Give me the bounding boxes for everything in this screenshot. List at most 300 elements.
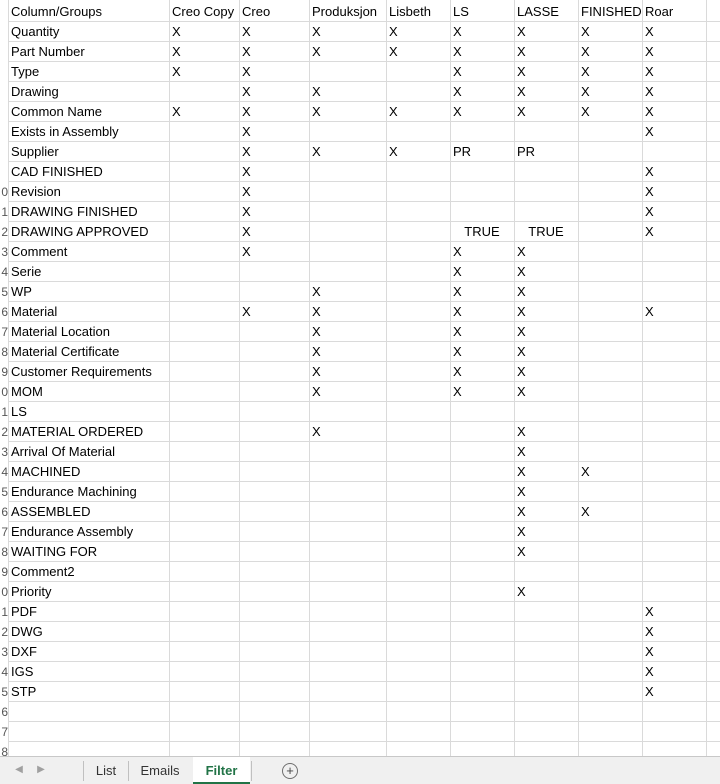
cell-creo-copy[interactable]: X bbox=[172, 24, 181, 39]
cell-produksjon[interactable] bbox=[309, 222, 386, 242]
cell-lasse[interactable] bbox=[514, 162, 578, 182]
cell-creo[interactable] bbox=[239, 442, 309, 462]
cell-lisbeth[interactable] bbox=[386, 222, 450, 242]
empty-cell[interactable] bbox=[386, 742, 450, 756]
cell-produksjon[interactable]: X bbox=[312, 284, 321, 299]
cell-roar[interactable] bbox=[642, 462, 706, 482]
cell-creo-copy[interactable] bbox=[169, 662, 239, 682]
cell-ls[interactable] bbox=[450, 682, 514, 702]
cell-produksjon[interactable] bbox=[309, 202, 386, 222]
cell-lasse[interactable]: X bbox=[517, 284, 526, 299]
cell-roar[interactable]: X bbox=[645, 644, 654, 659]
row-number[interactable]: 8 bbox=[1, 345, 8, 359]
cell-creo[interactable] bbox=[239, 682, 309, 702]
cell-finished[interactable] bbox=[578, 682, 642, 702]
empty-cell[interactable] bbox=[8, 722, 169, 742]
cell-produksjon[interactable] bbox=[309, 662, 386, 682]
cell-produksjon[interactable] bbox=[309, 402, 386, 422]
cell-finished[interactable]: X bbox=[581, 84, 590, 99]
cell-finished[interactable] bbox=[578, 242, 642, 262]
cell-lisbeth[interactable] bbox=[386, 62, 450, 82]
row-number[interactable]: 3 bbox=[1, 245, 8, 259]
row-number[interactable]: 7 bbox=[1, 325, 8, 339]
cell-lisbeth[interactable] bbox=[386, 302, 450, 322]
header-cell-finished[interactable]: FINISHED bbox=[581, 4, 642, 19]
row-number[interactable]: 8 bbox=[1, 545, 8, 559]
row-label-cell[interactable]: Material bbox=[11, 304, 58, 319]
row-label-cell[interactable]: Supplier bbox=[11, 144, 59, 159]
cell-produksjon[interactable] bbox=[309, 162, 386, 182]
cell-finished[interactable] bbox=[578, 282, 642, 302]
empty-cell[interactable] bbox=[169, 742, 239, 756]
cell-ls[interactable]: X bbox=[453, 84, 462, 99]
cell-lasse[interactable] bbox=[514, 182, 578, 202]
cell-lisbeth[interactable] bbox=[386, 262, 450, 282]
cell-finished[interactable] bbox=[578, 482, 642, 502]
cell-finished[interactable] bbox=[578, 382, 642, 402]
cell-lasse[interactable]: X bbox=[517, 104, 526, 119]
cell-lisbeth[interactable] bbox=[386, 602, 450, 622]
cell-produksjon[interactable]: X bbox=[312, 364, 321, 379]
empty-cell[interactable] bbox=[309, 702, 386, 722]
header-cell-lasse[interactable]: LASSE bbox=[517, 4, 559, 19]
cell-creo-copy[interactable] bbox=[169, 622, 239, 642]
cell-creo-copy[interactable] bbox=[169, 602, 239, 622]
cell-roar[interactable] bbox=[642, 542, 706, 562]
cell-ls[interactable]: PR bbox=[453, 144, 472, 159]
cell-lasse[interactable]: X bbox=[517, 444, 526, 459]
cell-ls[interactable] bbox=[450, 662, 514, 682]
cell-lisbeth[interactable] bbox=[386, 162, 450, 182]
cell-creo-copy[interactable] bbox=[169, 122, 239, 142]
cell-roar[interactable]: X bbox=[645, 224, 654, 239]
cell-ls[interactable]: X bbox=[453, 44, 462, 59]
cell-produksjon[interactable]: X bbox=[312, 304, 321, 319]
row-number[interactable]: 5 bbox=[1, 685, 8, 699]
cell-lasse[interactable] bbox=[514, 122, 578, 142]
empty-cell[interactable] bbox=[514, 742, 578, 756]
cell-ls[interactable]: X bbox=[453, 64, 462, 79]
row-number[interactable]: 1 bbox=[1, 205, 8, 219]
cell-creo[interactable] bbox=[239, 382, 309, 402]
cell-lisbeth[interactable] bbox=[386, 542, 450, 562]
cell-lasse[interactable]: X bbox=[517, 304, 526, 319]
cell-produksjon[interactable]: X bbox=[312, 384, 321, 399]
row-label-cell[interactable]: Type bbox=[11, 64, 40, 79]
cell-creo-copy[interactable] bbox=[169, 162, 239, 182]
cell-produksjon[interactable] bbox=[309, 442, 386, 462]
cell-ls[interactable] bbox=[450, 562, 514, 582]
cell-finished[interactable]: X bbox=[581, 64, 590, 79]
cell-finished[interactable] bbox=[578, 182, 642, 202]
cell-finished[interactable] bbox=[578, 542, 642, 562]
cell-finished[interactable] bbox=[578, 142, 642, 162]
cell-lisbeth[interactable] bbox=[386, 182, 450, 202]
cell-creo[interactable] bbox=[239, 542, 309, 562]
empty-cell[interactable] bbox=[578, 722, 642, 742]
cell-creo[interactable] bbox=[239, 522, 309, 542]
row-number[interactable] bbox=[0, 42, 8, 62]
cell-lisbeth[interactable] bbox=[386, 342, 450, 362]
cell-roar[interactable] bbox=[642, 522, 706, 542]
cell-lasse[interactable] bbox=[514, 402, 578, 422]
next-sheet-icon[interactable]: ▶ bbox=[37, 764, 45, 775]
cell-finished[interactable] bbox=[578, 642, 642, 662]
cell-produksjon[interactable] bbox=[309, 122, 386, 142]
cell-ls[interactable] bbox=[450, 122, 514, 142]
header-cell-roar[interactable]: Roar bbox=[645, 4, 674, 19]
cell-creo[interactable]: X bbox=[242, 84, 251, 99]
row-number[interactable]: 2 bbox=[1, 625, 8, 639]
cell-ls[interactable] bbox=[450, 522, 514, 542]
empty-cell[interactable] bbox=[642, 742, 706, 756]
cell-finished[interactable] bbox=[578, 662, 642, 682]
cell-lisbeth[interactable] bbox=[386, 382, 450, 402]
row-number[interactable] bbox=[0, 22, 8, 42]
cell-ls[interactable] bbox=[450, 502, 514, 522]
cell-creo-copy[interactable] bbox=[169, 282, 239, 302]
row-number[interactable]: 8 bbox=[1, 745, 8, 756]
row-number[interactable] bbox=[0, 162, 8, 182]
row-label-cell[interactable]: Priority bbox=[11, 584, 52, 599]
cell-creo-copy[interactable] bbox=[169, 562, 239, 582]
cell-finished[interactable] bbox=[578, 562, 642, 582]
cell-creo-copy[interactable] bbox=[169, 422, 239, 442]
row-number[interactable]: 0 bbox=[1, 185, 8, 199]
cell-lasse[interactable]: X bbox=[517, 344, 526, 359]
row-label-cell[interactable]: Customer Requirements bbox=[11, 364, 152, 379]
cell-roar[interactable] bbox=[642, 242, 706, 262]
cell-finished[interactable]: X bbox=[581, 104, 590, 119]
cell-lisbeth[interactable] bbox=[386, 82, 450, 102]
cell-creo-copy[interactable] bbox=[169, 182, 239, 202]
cell-ls[interactable]: X bbox=[453, 264, 462, 279]
cell-creo-copy[interactable] bbox=[169, 402, 239, 422]
cell-produksjon[interactable] bbox=[309, 262, 386, 282]
cell-creo[interactable] bbox=[239, 402, 309, 422]
cell-creo[interactable] bbox=[239, 322, 309, 342]
empty-cell[interactable] bbox=[8, 742, 169, 756]
cell-creo-copy[interactable] bbox=[169, 142, 239, 162]
header-cell-creo[interactable]: Creo bbox=[242, 4, 271, 19]
row-number[interactable] bbox=[0, 82, 8, 102]
cell-finished[interactable] bbox=[578, 222, 642, 242]
cell-ls[interactable]: X bbox=[453, 284, 462, 299]
cell-lisbeth[interactable] bbox=[386, 322, 450, 342]
cell-lasse[interactable]: X bbox=[517, 484, 526, 499]
cell-ls[interactable] bbox=[450, 462, 514, 482]
cell-lisbeth[interactable] bbox=[386, 642, 450, 662]
cell-lisbeth[interactable] bbox=[386, 282, 450, 302]
cell-lisbeth[interactable]: X bbox=[389, 24, 398, 39]
cell-finished[interactable] bbox=[578, 522, 642, 542]
row-number[interactable] bbox=[0, 62, 8, 82]
row-number[interactable]: 3 bbox=[1, 445, 8, 459]
cell-produksjon[interactable] bbox=[309, 562, 386, 582]
cell-produksjon[interactable]: X bbox=[312, 44, 321, 59]
cell-creo-copy[interactable] bbox=[169, 242, 239, 262]
cell-ls[interactable] bbox=[450, 162, 514, 182]
cell-creo-copy[interactable] bbox=[169, 322, 239, 342]
row-number[interactable]: 0 bbox=[1, 585, 8, 599]
cell-creo-copy[interactable] bbox=[169, 382, 239, 402]
cell-roar[interactable]: X bbox=[645, 44, 654, 59]
row-number[interactable]: 2 bbox=[1, 425, 8, 439]
row-number[interactable]: 1 bbox=[1, 605, 8, 619]
cell-lisbeth[interactable] bbox=[386, 442, 450, 462]
cell-roar[interactable] bbox=[642, 142, 706, 162]
cell-lisbeth[interactable]: X bbox=[389, 104, 398, 119]
cell-ls[interactable]: X bbox=[453, 104, 462, 119]
cell-finished[interactable]: X bbox=[581, 24, 590, 39]
cell-roar[interactable]: X bbox=[645, 624, 654, 639]
cell-creo-copy[interactable] bbox=[169, 302, 239, 322]
row-number[interactable] bbox=[0, 122, 8, 142]
cell-lasse[interactable]: X bbox=[517, 64, 526, 79]
cell-roar[interactable]: X bbox=[645, 684, 654, 699]
cell-creo-copy[interactable] bbox=[169, 502, 239, 522]
empty-cell[interactable] bbox=[578, 742, 642, 756]
empty-cell[interactable] bbox=[8, 702, 169, 722]
empty-cell[interactable] bbox=[450, 702, 514, 722]
cell-lisbeth[interactable] bbox=[386, 362, 450, 382]
cell-produksjon[interactable] bbox=[309, 242, 386, 262]
row-number[interactable] bbox=[0, 142, 8, 162]
cell-creo-copy[interactable] bbox=[169, 362, 239, 382]
cell-finished[interactable] bbox=[578, 442, 642, 462]
cell-lisbeth[interactable] bbox=[386, 502, 450, 522]
cell-lasse[interactable]: X bbox=[517, 544, 526, 559]
cell-creo-copy[interactable] bbox=[169, 582, 239, 602]
cell-roar[interactable]: X bbox=[645, 204, 654, 219]
cell-produksjon[interactable]: X bbox=[312, 84, 321, 99]
add-sheet-icon[interactable]: + bbox=[282, 763, 298, 779]
cell-lisbeth[interactable] bbox=[386, 422, 450, 442]
empty-cell[interactable] bbox=[169, 702, 239, 722]
cell-creo[interactable] bbox=[239, 662, 309, 682]
cell-finished[interactable] bbox=[578, 622, 642, 642]
cell-finished[interactable] bbox=[578, 362, 642, 382]
cell-creo[interactable]: X bbox=[242, 224, 251, 239]
cell-creo[interactable]: X bbox=[242, 144, 251, 159]
row-label-cell[interactable]: Quantity bbox=[11, 24, 60, 39]
row-number[interactable]: 2 bbox=[1, 225, 8, 239]
cell-produksjon[interactable] bbox=[309, 602, 386, 622]
cell-roar[interactable]: X bbox=[645, 604, 654, 619]
cell-roar[interactable] bbox=[642, 342, 706, 362]
cell-lisbeth[interactable] bbox=[386, 462, 450, 482]
row-label-cell[interactable]: MOM bbox=[11, 384, 43, 399]
header-cell-label[interactable]: Column/Groups bbox=[11, 4, 103, 19]
row-label-cell[interactable]: CAD FINISHED bbox=[11, 164, 103, 179]
cell-ls[interactable] bbox=[450, 602, 514, 622]
row-number[interactable]: 4 bbox=[1, 265, 8, 279]
cell-creo[interactable]: X bbox=[242, 64, 251, 79]
cell-lasse[interactable]: X bbox=[517, 244, 526, 259]
row-number[interactable]: 9 bbox=[1, 565, 8, 579]
cell-roar[interactable] bbox=[642, 442, 706, 462]
header-cell-creo-copy[interactable]: Creo Copy bbox=[172, 4, 235, 19]
cell-roar[interactable] bbox=[642, 362, 706, 382]
row-label-cell[interactable]: Endurance Assembly bbox=[11, 524, 134, 539]
cell-ls[interactable]: X bbox=[453, 344, 462, 359]
row-label-cell[interactable]: Exists in Assembly bbox=[11, 124, 119, 139]
cell-lasse[interactable]: X bbox=[517, 84, 526, 99]
cell-ls[interactable]: TRUE bbox=[464, 224, 500, 239]
cell-creo[interactable] bbox=[239, 362, 309, 382]
row-label-cell[interactable]: Serie bbox=[11, 264, 42, 279]
cell-ls[interactable] bbox=[450, 542, 514, 562]
cell-produksjon[interactable] bbox=[309, 502, 386, 522]
cell-roar[interactable] bbox=[642, 502, 706, 522]
prev-sheet-icon[interactable]: ◀ bbox=[15, 764, 23, 775]
cell-lasse[interactable] bbox=[514, 642, 578, 662]
cell-ls[interactable]: X bbox=[453, 384, 462, 399]
cell-lisbeth[interactable] bbox=[386, 562, 450, 582]
row-number[interactable] bbox=[0, 102, 8, 122]
cell-ls[interactable] bbox=[450, 482, 514, 502]
cell-ls[interactable] bbox=[450, 642, 514, 662]
cell-creo[interactable] bbox=[239, 422, 309, 442]
cell-creo-copy[interactable] bbox=[169, 82, 239, 102]
cell-produksjon[interactable] bbox=[309, 582, 386, 602]
row-number[interactable]: 3 bbox=[1, 645, 8, 659]
empty-cell[interactable] bbox=[578, 702, 642, 722]
row-label-cell[interactable]: MACHINED bbox=[11, 464, 81, 479]
cell-produksjon[interactable]: X bbox=[312, 104, 321, 119]
cell-lasse[interactable]: X bbox=[517, 384, 526, 399]
cell-lisbeth[interactable] bbox=[386, 482, 450, 502]
row-number[interactable]: 5 bbox=[1, 485, 8, 499]
cell-roar[interactable]: X bbox=[645, 84, 654, 99]
empty-cell[interactable] bbox=[239, 742, 309, 756]
cell-lisbeth[interactable] bbox=[386, 622, 450, 642]
cell-creo[interactable]: X bbox=[242, 24, 251, 39]
cell-produksjon[interactable] bbox=[309, 462, 386, 482]
cell-finished[interactable]: X bbox=[581, 504, 590, 519]
cell-creo-copy[interactable] bbox=[169, 262, 239, 282]
tab-list[interactable]: List bbox=[95, 763, 117, 778]
cell-ls[interactable]: X bbox=[453, 364, 462, 379]
cell-creo-copy[interactable]: X bbox=[172, 64, 181, 79]
cell-finished[interactable] bbox=[578, 202, 642, 222]
cell-lisbeth[interactable] bbox=[386, 122, 450, 142]
empty-cell[interactable] bbox=[642, 702, 706, 722]
cell-creo[interactable]: X bbox=[242, 44, 251, 59]
header-cell-produksjon[interactable]: Produksjon bbox=[312, 4, 378, 19]
cell-produksjon[interactable]: X bbox=[312, 344, 321, 359]
cell-lisbeth[interactable] bbox=[386, 662, 450, 682]
row-number[interactable] bbox=[0, 2, 8, 22]
cell-creo[interactable] bbox=[239, 482, 309, 502]
row-label-cell[interactable]: WAITING FOR bbox=[11, 544, 98, 559]
row-label-cell[interactable]: Comment2 bbox=[11, 564, 75, 579]
cell-creo[interactable]: X bbox=[242, 304, 251, 319]
cell-lisbeth[interactable] bbox=[386, 582, 450, 602]
cell-creo[interactable] bbox=[239, 462, 309, 482]
cell-roar[interactable]: X bbox=[645, 124, 654, 139]
empty-cell[interactable] bbox=[514, 722, 578, 742]
tab-filter[interactable]: Filter bbox=[193, 757, 250, 784]
cell-finished[interactable] bbox=[578, 602, 642, 622]
cell-creo-copy[interactable] bbox=[169, 442, 239, 462]
cell-ls[interactable]: X bbox=[453, 324, 462, 339]
cell-finished[interactable] bbox=[578, 122, 642, 142]
empty-cell[interactable] bbox=[642, 722, 706, 742]
cell-ls[interactable] bbox=[450, 202, 514, 222]
cell-produksjon[interactable] bbox=[309, 182, 386, 202]
cell-creo-copy[interactable]: X bbox=[172, 44, 181, 59]
cell-produksjon[interactable] bbox=[309, 522, 386, 542]
cell-lasse[interactable] bbox=[514, 202, 578, 222]
tab-emails[interactable]: Emails bbox=[140, 763, 180, 778]
cell-creo[interactable]: X bbox=[242, 244, 251, 259]
row-label-cell[interactable]: ASSEMBLED bbox=[11, 504, 91, 519]
cell-produksjon[interactable]: X bbox=[312, 424, 321, 439]
cell-finished[interactable]: X bbox=[581, 464, 590, 479]
cell-creo[interactable] bbox=[239, 602, 309, 622]
cell-roar[interactable]: X bbox=[645, 664, 654, 679]
row-label-cell[interactable]: Revision bbox=[11, 184, 61, 199]
row-label-cell[interactable]: PDF bbox=[11, 604, 37, 619]
cell-ls[interactable] bbox=[450, 442, 514, 462]
row-number[interactable]: 4 bbox=[1, 665, 8, 679]
cell-lasse[interactable]: X bbox=[517, 264, 526, 279]
cell-ls[interactable] bbox=[450, 582, 514, 602]
cell-roar[interactable]: X bbox=[645, 24, 654, 39]
cell-finished[interactable] bbox=[578, 322, 642, 342]
cell-creo-copy[interactable] bbox=[169, 522, 239, 542]
cell-creo-copy[interactable] bbox=[169, 482, 239, 502]
empty-cell[interactable] bbox=[239, 722, 309, 742]
cell-finished[interactable] bbox=[578, 162, 642, 182]
cell-creo[interactable] bbox=[239, 582, 309, 602]
cell-roar[interactable]: X bbox=[645, 164, 654, 179]
row-number[interactable]: 6 bbox=[1, 505, 8, 519]
cell-roar[interactable] bbox=[642, 482, 706, 502]
cell-creo[interactable] bbox=[239, 502, 309, 522]
cell-ls[interactable] bbox=[450, 182, 514, 202]
cell-lisbeth[interactable] bbox=[386, 202, 450, 222]
cell-lisbeth[interactable]: X bbox=[389, 44, 398, 59]
empty-cell[interactable] bbox=[450, 742, 514, 756]
row-label-cell[interactable]: Endurance Machining bbox=[11, 484, 137, 499]
row-label-cell[interactable]: Drawing bbox=[11, 84, 59, 99]
row-label-cell[interactable]: Material Certificate bbox=[11, 344, 120, 359]
cell-lasse[interactable] bbox=[514, 682, 578, 702]
cell-creo[interactable]: X bbox=[242, 164, 251, 179]
cell-roar[interactable] bbox=[642, 382, 706, 402]
empty-cell[interactable] bbox=[169, 722, 239, 742]
cell-roar[interactable] bbox=[642, 402, 706, 422]
cell-produksjon[interactable]: X bbox=[312, 24, 321, 39]
cell-lasse[interactable]: X bbox=[517, 24, 526, 39]
row-label-cell[interactable]: Common Name bbox=[11, 104, 103, 119]
cell-finished[interactable]: X bbox=[581, 44, 590, 59]
cell-produksjon[interactable] bbox=[309, 542, 386, 562]
cell-roar[interactable] bbox=[642, 562, 706, 582]
cell-creo[interactable]: X bbox=[242, 184, 251, 199]
cell-creo[interactable]: X bbox=[242, 204, 251, 219]
cell-lasse[interactable] bbox=[514, 622, 578, 642]
cell-lasse[interactable] bbox=[514, 602, 578, 622]
cell-ls[interactable] bbox=[450, 402, 514, 422]
cell-lasse[interactable]: X bbox=[517, 364, 526, 379]
cell-roar[interactable]: X bbox=[645, 104, 654, 119]
empty-cell[interactable] bbox=[386, 722, 450, 742]
cell-lasse[interactable]: X bbox=[517, 424, 526, 439]
cell-finished[interactable] bbox=[578, 402, 642, 422]
